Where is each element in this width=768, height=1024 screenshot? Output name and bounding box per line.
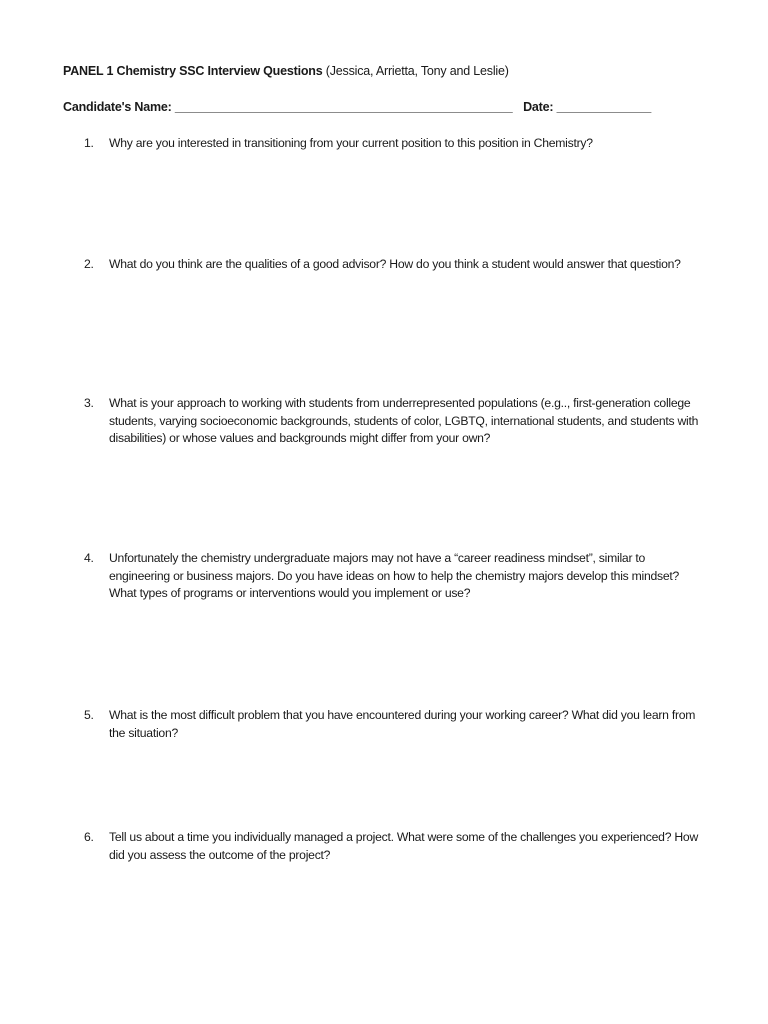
title-panelists: (Jessica, Arrietta, Tony and Leslie) (325, 64, 509, 78)
question-item (84, 135, 704, 153)
question-text: What is the most difficult problem that you have encountered during your working career? What did you learn from the situation? (109, 708, 696, 740)
question-text: Tell us about a time you individually managed a project. What were some of the challenges you experienced? How did you assess the outcome of the project? (109, 830, 698, 862)
question-item (84, 256, 704, 274)
question-item (84, 829, 704, 864)
question-item (84, 395, 704, 448)
question-number: 5. (84, 708, 94, 722)
question-number: 6. (84, 830, 94, 844)
candidate-name-blank: __________________________________________________ (174, 100, 513, 114)
candidate-line (63, 100, 651, 114)
question-number: 2. (84, 257, 94, 271)
question-item (84, 707, 704, 742)
question-number: 1. (84, 136, 94, 150)
question-number: 3. (84, 396, 94, 410)
question-text: What is your approach to working with students from underrepresented populations (e.g.., first-generation college students, varying socioeconomic backgrounds, students of color, LGBTQ, international students, and students with disabilities) or whose values and backgrounds might differ from your own? (109, 396, 699, 445)
question-text: Why are you interested in transitioning from your current position to this position in Chemistry? (109, 136, 593, 150)
candidate-name-label: Candidate's Name: (63, 100, 172, 114)
question-number: 4. (84, 551, 94, 565)
title-main: PANEL 1 Chemistry SSC Interview Questions (63, 64, 323, 78)
date-label: Date: (523, 100, 554, 114)
question-text: What do you think are the qualities of a good advisor? How do you think a student would answer that question? (109, 257, 681, 271)
date-blank: ______________ (556, 100, 652, 114)
question-item (84, 550, 704, 603)
document-title (63, 64, 509, 78)
question-text: Unfortunately the chemistry undergraduate majors may not have a “career readiness mindset”, similar to engineering or business majors. Do you have ideas on how to help the chemistry majors develop this mindset? What types of programs or interventions would you implement or use? (109, 551, 680, 600)
